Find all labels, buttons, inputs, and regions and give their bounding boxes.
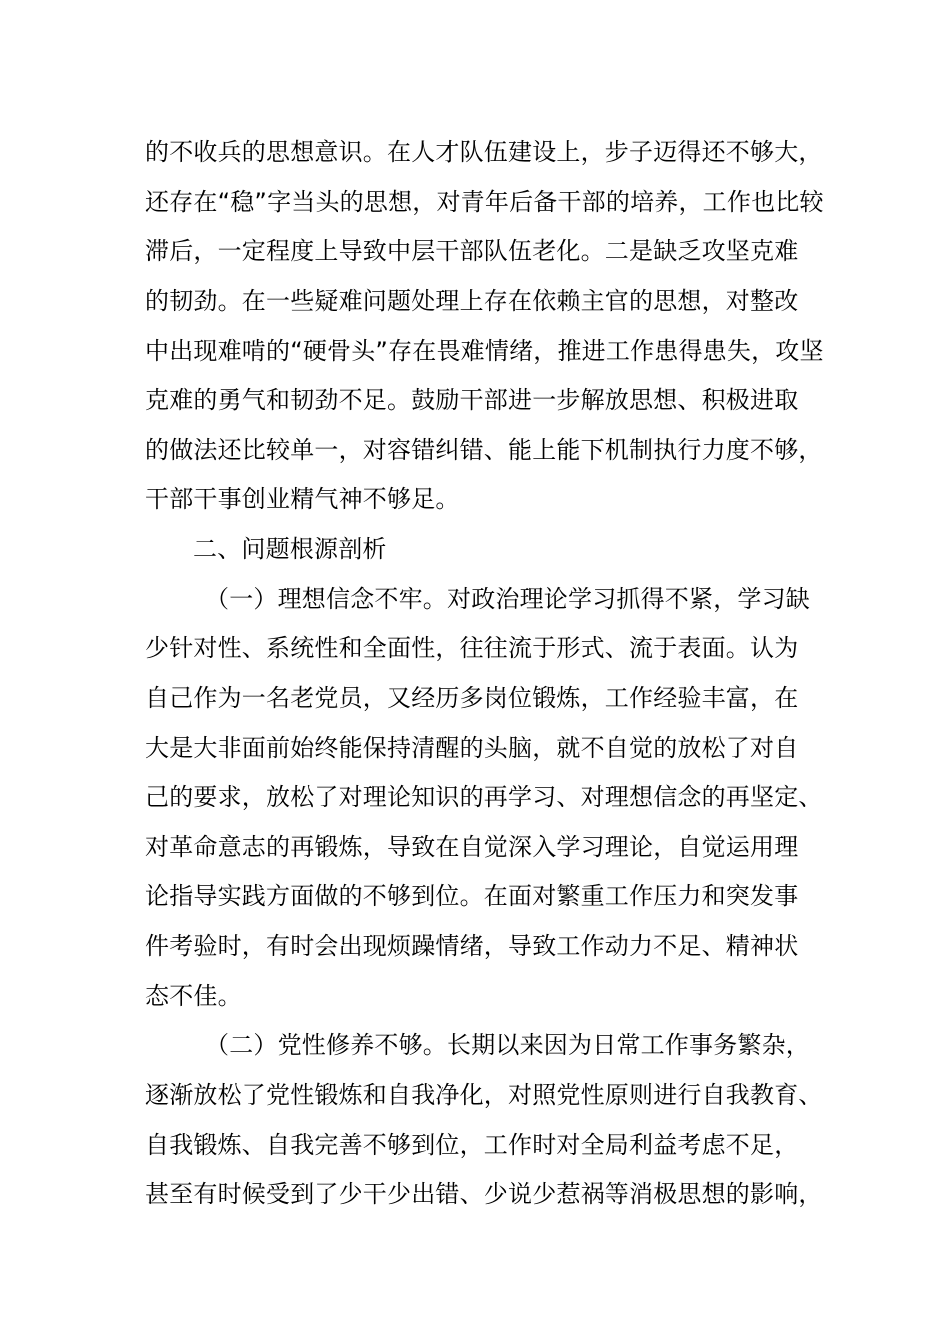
text-line: 中出现难啃的“硬骨头”存在畏难情绪，推进工作患得患失，攻坚: [145, 337, 824, 365]
text-line: 的不收兵的思想意识。在人才队伍建设上，步子迈得还不够大，: [145, 138, 823, 166]
text-line: 论指导实践方面做的不够到位。在面对繁重工作压力和突发事: [145, 882, 799, 910]
text-line: 态不佳。: [145, 982, 242, 1010]
text-line: 己的要求，放松了对理论知识的再学习、对理想信念的再坚定、: [145, 783, 823, 811]
text-line: 滞后，一定程度上导致中层干部队伍老化。二是缺乏攻坚克难: [145, 237, 799, 265]
text-line: 干部干事创业精气神不够足。: [145, 485, 460, 513]
text-line: 还存在“稳”字当头的思想，对青年后备干部的培养，工作也比较: [145, 188, 824, 216]
section-heading: 二、问题根源剖析: [193, 535, 387, 563]
text-line: 甚至有时候受到了少干少出错、少说少惹祸等消极思想的影响，: [145, 1180, 823, 1208]
text-line: 的做法还比较单一，对容错纠错、能上能下机制执行力度不够，: [145, 436, 823, 464]
paragraph-start-line: （一）理想信念不牢。对政治理论学习抓得不紧，学习缺: [205, 585, 810, 613]
text-line: 少针对性、系统性和全面性，往往流于形式、流于表面。认为: [145, 634, 799, 662]
paragraph-start-line: （二）党性修养不够。长期以来因为日常工作事务繁杂，: [205, 1031, 810, 1059]
text-line: 逐渐放松了党性锻炼和自我净化，对照党性原则进行自我教育、: [145, 1081, 823, 1109]
text-line: 克难的勇气和韧劲不足。鼓励干部进一步解放思想、积极进取: [145, 386, 799, 414]
text-line: 自己作为一名老党员，又经历多岗位锻炼，工作经验丰富，在: [145, 684, 799, 712]
text-line: 对革命意志的再锻炼，导致在自觉深入学习理论，自觉运用理: [145, 833, 799, 861]
text-line: 大是大非面前始终能保持清醒的头脑，就不自觉的放松了对自: [145, 734, 799, 762]
text-line: 件考验时，有时会出现烦躁情绪，导致工作动力不足、精神状: [145, 932, 799, 960]
text-line: 的韧劲。在一些疑难问题处理上存在依赖主官的思想，对整改: [145, 287, 799, 315]
text-line: 自我锻炼、自我完善不够到位，工作时对全局利益考虑不足，: [145, 1131, 799, 1159]
